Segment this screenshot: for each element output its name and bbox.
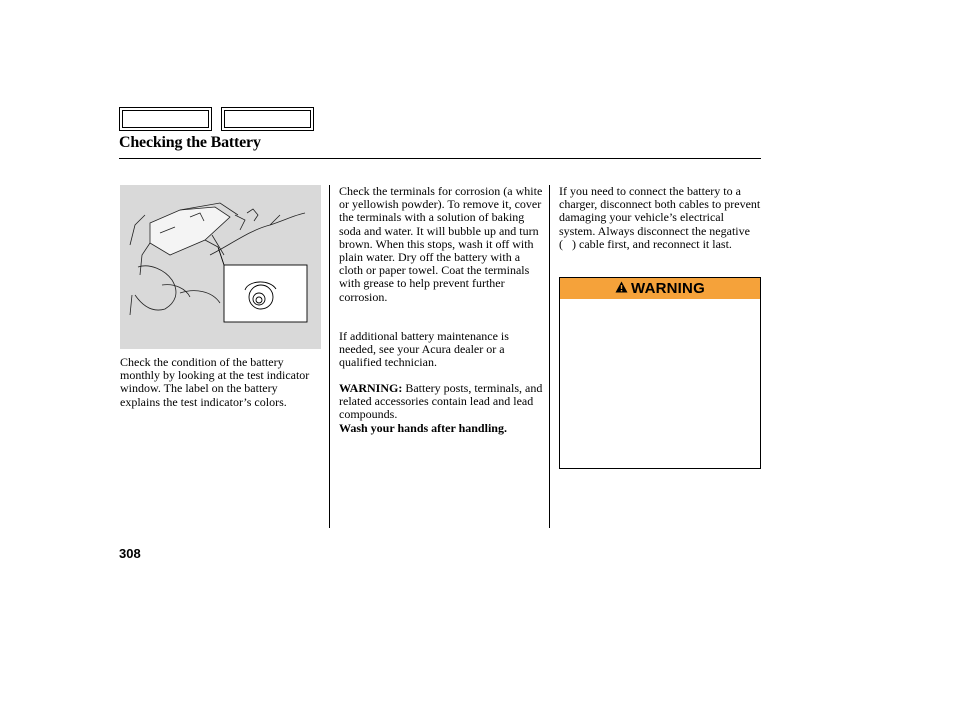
battery-check-text: Check the condition of the battery monthly by looking at the test indicator window. The label on the battery explains the test indicator’s colors. (120, 355, 310, 409)
page-number: 308 (119, 546, 141, 561)
title-rule (119, 158, 761, 159)
nav-tab-section-menu[interactable] (221, 107, 314, 131)
maintenance-text: If additional battery maintenance is needed, see your Acura dealer or a qualified technician. (339, 329, 509, 370)
corrosion-text: Check the terminals for corrosion (a white or yellowish powder). To remove it, cover the terminals with a solution of baking soda and water. It will bubble up and turn brown. When this stops, wash it off with plain water. Dry off the battery with a cloth or paper towel. Coat the terminals with grease to help prevent further corrosion. (339, 184, 543, 304)
charger-text: If you need to connect the battery to a charger, disconnect both cables to prevent damaging your vehicle’s electrical system. Always disconnect the negative ( ) cable first, and reconnect it last. (559, 184, 761, 251)
warning-triangle-icon (615, 280, 628, 298)
page-title: Checking the Battery (119, 134, 261, 151)
warning-heading: WARNING (631, 280, 705, 297)
warning-header (560, 278, 760, 299)
battery-illustration (120, 185, 321, 349)
lead-warning-label: WARNING: (339, 381, 403, 395)
lead-warning-text (339, 382, 544, 435)
nav-tab-main-menu[interactable] (119, 107, 212, 131)
battery-engine-drawing (120, 185, 321, 349)
warning-box (559, 277, 761, 469)
column-divider (329, 185, 330, 528)
lead-warning-body: Battery posts, terminals, and related accessories contain lead and lead compounds. (339, 381, 543, 422)
wash-hands-text: Wash your hands after handling. (339, 420, 507, 435)
column-divider (549, 185, 550, 528)
